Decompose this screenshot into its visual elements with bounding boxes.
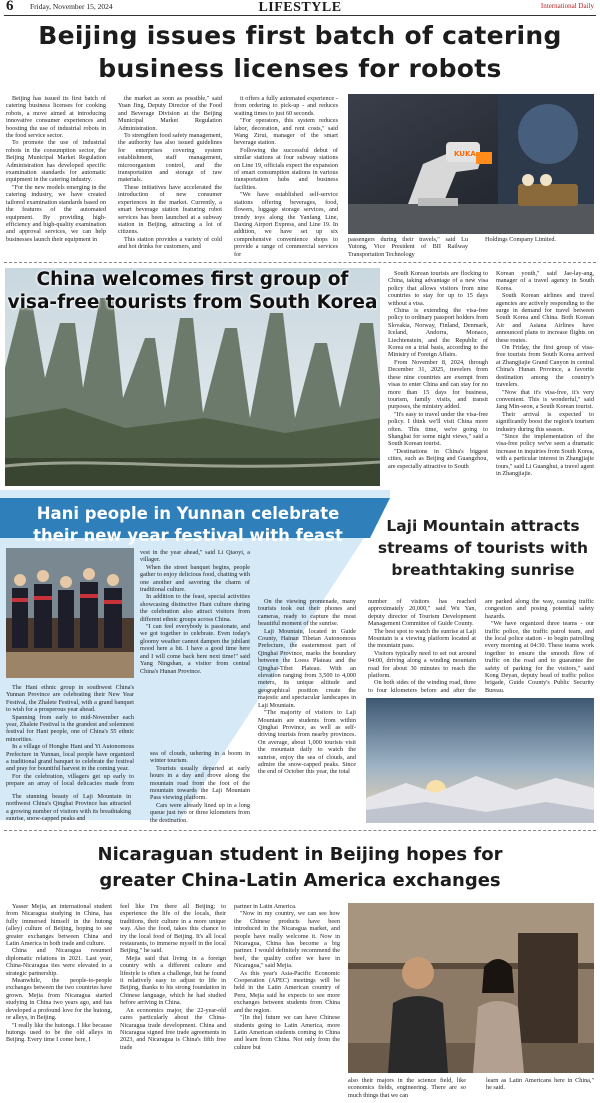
student-p7: An economics major, the 22-year-old cares particularly about the China-Nicaragua trade development. China and Nicaragua signed free trade agreements in 2023, and Nicaragua is China's fifth free trade [120,1006,226,1051]
robots-col-2 [118,95,222,260]
student-p5: feel like I'm there all Beijing; to experience the life of the locals, their traditions, their culture in a more unique way. Also the food, takes this chance to try the local food of Beijing. It's all local restaurants, to immerse myself in the local Beijing," he said. [120,903,226,955]
visa-p11: "Since the implementation of the visa-free policy we've seen a dramatic increase in inquiries from South Korea, with a particular interest in Zhangjiajie tours," said Li Guanghui, a travel agent in Zhangjiajie. [496,432,594,477]
laji-sunrise-photo [366,698,594,823]
laji-p2: sea of clouds, ushering in a boom in winter tourism. [150,750,250,765]
robot-arm-photo [348,94,594,234]
paper-name: International Daily [540,2,594,10]
robots-p10: Following the successful debut of similar stations at four subway stations on Line 19, officials expect the expansion of smart consumption stations in various transportation hubs and business facilities. [234,146,338,191]
hani-headline-line2: their new year festival with feast [33,526,343,545]
hani-p9: "I can feel everybody is passionate, and we got together to celebrate. Even today's gloomy weather cannot dampen the jubilant mood here a bit. I have a good time here and I will come back here next time!" said Yang Ningshan, a visitor from central China's Hunan Province. [140,623,250,675]
robots-p2: To promote the use of industrial robots in the consumption sector, the Beijing Municipal Market Regulation Administration has developed specific examination standards for automatic equipment in the catering industry. [6,139,106,184]
hani-p7: When the street banquet begins, people gather to enjoy delicious food, chatting with one another and savoring the charm of traditional culture. [140,563,250,594]
robots-p11: "We have established self-service stations offering beverages, food, flowers, luggage storage services, and trendy toys along the Yanfang Line, Daxing Airport Express, and Line 19. In addition, we have set up six comprehensive convenience shops to provide a range of commercial services for [234,191,338,258]
student-p2: China and Nicaragua resumed diplomatic relations in 2021. Last year, China-Nicaragua ties were elevated to a strategic partnership. [6,947,112,977]
hani-p1: The Hani ethnic group in southwest China's Yunnan Province are celebrating their New Year Festival, the Zhalete Festival, with a grand banquet to wish for a prosperous year ahead. [6,684,134,714]
student-p13: learn as Latin Americans here in China," he said. [486,1077,594,1092]
hani-feast-photo [6,548,134,678]
student-col-1 [6,903,112,1101]
laji-p4: Cars were already lined up in a long queue just two or three kilometers from the destination. [150,801,250,824]
visa-col-1 [388,270,488,488]
section-divider-1 [4,262,596,263]
visa-p8: On Friday, the first group of visa-free tourists from South Korea arrived at Zhangjiajie Grand Canyon in central China's Hunan Province, a favorite destination among the country's travelers. [496,344,594,389]
student-col-5 [486,1077,594,1101]
robots-headline-line2: business licenses for robots [98,54,502,83]
laji-col-1 [6,793,131,823]
laji-headline-line3: breathtaking sunrise [391,561,575,579]
student-col-3 [234,903,340,1101]
robots-p13: Holdings Company Limited. [485,236,556,243]
student-col-4 [348,1077,466,1101]
masthead-rule [4,15,596,16]
laji-headline [368,515,598,581]
hani-p6: vest in the year ahead," said Li Qiaoyi, a villager. [140,549,250,564]
student-p11: "[In the] future we can have Chinese students going to Latin America, more Latin American students coming to China and learn from China. Not only from the culture but [234,1014,340,1051]
student-headline-line2: greater China-Latin America exchanges [99,870,501,891]
hani-p4: For the celebration, villagers get up early to prepare an array of local delicacies made from [6,772,134,788]
laji-p13: "We have organized three teams - our traffic police, the traffic patrol team, and the local police station - to begin patrolling every morning at 04:30. These teams work together to ensure the smooth flow of traffic on the road and to guarantee the safety of parking for the visitors," said Kong Deyan, deputy head of traffic police brigade, Guide County's Public Security Bureau. [485,620,594,694]
visa-col-2 [496,270,594,488]
visa-headline [5,268,380,314]
hani-col-2 [140,549,250,745]
robots-col-5 [485,236,595,248]
visa-headline-line2: visa-free tourists from South Korea [7,292,378,313]
page-number: 6 [6,0,14,14]
hani-headline-line1: Hani people in Yunnan celebrate [36,504,340,523]
laji-col-3 [258,598,356,826]
laji-headline-line1: Laji Mountain attracts [386,517,580,535]
laji-p7: "The majority of visitors to Laji Mountain are students from within Qinghai Province, as well as self-driving tourists from nearby provinces. On average, about 1,000 tourists visit the mountain daily to watch the sunrise, enjoy the sea of clouds, and admire the snow-capped peaks. Since the end of October this year, the total [258,709,356,776]
section-title: LIFESTYLE [258,0,342,15]
hani-col-1 [6,684,134,788]
robots-col-3 [234,95,338,260]
student-p8: partner in Latin America. [234,903,297,910]
student-p3: Meanwhile, the people-to-people exchanges between the two countries have grown. Mejia from Nicaragua started studying in China two years ago, and has developed a profound love for the hutong, or alleys, in Beijing. [6,977,112,1022]
robots-p7: This station provides a variety of cold and hot drinks for customers, and [118,235,222,251]
visa-p2: China is extending the visa-free policy to ordinary passport holders from Slovakia, Norway, Finland, Denmark, Iceland, Andorra, Monaco, Liechtenstein, and the Republic of Korea on a trial basis, according to the Ministry of Foreign Affairs. [388,307,488,359]
student-col-2 [120,903,226,1101]
visa-headline-line1: China welcomes first group of [36,269,349,290]
laji-p1: The stunning beauty of Laji Mountain in northwest China's Qinghai Province has attracted a growing number of visitors with its breathtaking sunrise, snow-capped peaks and [6,793,131,823]
robots-p3: "For the new models emerging in the catering industry, we have created tailored examination standards based on the features of the automated equipment. By providing high-efficiency and high-quality examination and approval services, we can help businesses launch their equipment in [6,183,106,243]
student-p12: also their majors in the science field, like economics fields, engineering. There are so much things that we can [348,1077,466,1099]
laji-p11: On both sides of the winding road, three to four kilometers before and after the [368,679,476,694]
laji-headline-line2: streams of tourists with [377,539,589,557]
student-p9: "Now in my country, we can see how the Chinese products have been introduced in the Nicaragua market, and people have really welcome it. Now in Nicaragua, China has become a big partner. I would definitely recommend the beef, the quality coffee we have in Nicaragua," said Mejia. [234,910,340,970]
student-p6: Mejia said that living in a foreign country with a different culture and lifestyle is often a challenge, but he found it relatively easy to adjust to life in Beijing, thanks to his strong foundation in Chinese language, which he had studied before arriving in China. [120,954,226,1007]
visa-p9: "Now that it's visa-free, it's very convenient. This is wonderful," said Jang Min-seon, a South Korean tourist. [496,388,594,411]
hani-p3: In a village of Honghe Hani and Yi Autonomous Prefecture in Yunnan, local people have organized a traditional grand banquet to celebrate the festival and pray for bountiful harvest in the coming year. [6,743,134,773]
robots-p6: These initiatives have accelerated the introduction of new consumer experiences in the market. Currently, a smart beverage station featuring robot services has been launched at a subway station in Beijing, attracting a lot of citizens. [118,183,222,236]
student-p1: Yasser Mejia, an international student from Nicaragua studying in China, has fully immersed himself in the hutong (alley) culture of Beijing, hoping to see greater exchanges between China and Latin America in both trade and culture. [6,903,112,948]
laji-col-2 [150,750,250,825]
hani-p2: Spanning from early to mid-November each year, Zhalete Festival is the grandest and solemnest festival for Hani people, one of China's 55 ethnic minorities. [6,713,134,743]
robots-col-4 [348,236,468,260]
visa-p5: "Destinations in China's biggest cities, such as Beijing and Guangzhou, are especially attractive to South [388,447,488,470]
laji-col-4 [368,598,476,694]
laji-p9: The best spot to watch the sunrise at Laji Mountain is a viewing platform located at the mountain pass. [368,627,476,650]
visa-p10: Their arrival is expected to significantly boost the region's tourism industry during this season. [496,410,594,433]
visa-p6: Korean youth," said Jae-lay-ang, manager of a travel agency in South Korea. [496,270,594,292]
student-headline-line1: Nicaraguan student in Beijing hopes for [97,844,503,865]
laji-p12: are parked along the way, causing traffic congestion and posing potential safety hazards. [485,598,594,620]
issue-date: Friday, November 15, 2024 [30,2,113,11]
robots-p9: "For operators, this system reduces labor, decoration, and rent costs," said Wang Zirui, manager of the smart beverage station. [234,117,338,147]
visa-p4: "It's easy to travel under the visa-free policy. I think we'll visit China more often. This time, we're going to Shanghai for some night views," said a South Korean tourist. [388,410,488,448]
laji-p5: On the viewing promenade, many tourists took out their phones and cameras, ready to capture the most beautiful moment of the sunrise. [258,598,356,628]
robots-col-1 [6,95,106,260]
robots-headline-line1: Beijing issues first batch of catering [38,21,562,50]
section-divider-2 [4,830,596,831]
laji-p3: Tourists usually departed at early hours in a day and drove along the mountain road from the foot of the mountain towards the Laji Mountain Pass viewing platform. [150,764,250,802]
robots-p1: Beijing has issued its first batch of catering business licenses for cooking robots, a move aimed at introducing innovative consumer experiences and boosting the use of industrial robots in the food service sector. [6,95,106,140]
student-p10: As this year's Asia-Pacific Economic Cooperation (APEC) meetings will be held in the Latin American country of Peru, Mejia said he expects to see more exchanges between students from China and the region. [234,969,340,1014]
student-headline [0,842,600,894]
laji-col-5 [485,598,594,694]
visa-p1: South Korean tourists are flocking to China, taking advantage of a new visa policy that allows visitors from nine countries to stay for up to 15 days without a visa. [388,270,488,307]
laji-p6: Laji Mountain, located in Guide County, Hainan Tibetan Autonomous Prefecture, the easternmost part of Qinghai Province, marks the boundary between the Loess Plateau and the Qinghai-Tibet Plateau. With an elevation ranging from 3,500 to 4,000 meters, its unique altitude and geographical position create the majestic and spectacular landscapes in Laji Mountain. [258,627,356,709]
robots-p8: it offers a fully automated experience - from ordering to pick-up - and reduces waiting times to just 60 seconds. [234,95,338,117]
hani-headline [8,503,368,547]
laji-p10: Visitors typically need to set out around 04:00, driving along a winding mountain road for about 30 minutes to reach the platform. [368,649,476,680]
visa-p7: South Korean airlines and travel agencies are actively responding to the surge in demand for travel between South Korea and China. Both Korean Air and Asiana Airlines have announced plans to increase flights on these routes. [496,292,594,344]
robots-p5: To strengthen food safety management, the authority has also issued guidelines for enterprises covering system establishment, staff management, microorganism control, and the transportation and storage of raw materials. [118,132,222,184]
student-hutong-photo [348,903,594,1073]
robots-headline [0,19,600,85]
kuka-logo: KUKA [454,150,476,158]
robots-p4: the market as soon as possible," said Yuan Jing, Deputy Director of the Food and Beverage Division at the Beijing Municipal Market Regulation Administration. [118,95,222,132]
laji-p8: number of visitors has reached approximately 20,000," said Wu Yan, deputy director of Tourism Development Management Committee of Guide County. [368,598,476,628]
hani-p8: In addition to the feast, special activities showcasing distinctive Hani culture during the celebration also attract visitors from different ethnic groups across China. [140,593,250,623]
robots-p12: passengers during their travels," said Lu Yutong, Vice President of BII Railway Transportation Technology [348,236,468,258]
visa-p3: From November 8, 2024, through December 31, 2025, travelers from these nine countries are exempt from visas to enter China and can stay for no more than 15 days for business, tourism, family visits, and transit purposes, the ministry added. [388,358,488,411]
student-p4: "I really like the hutongs. I like because hutongs used to be the old alleys in Beijing. Every time I come here, I [6,1021,112,1044]
